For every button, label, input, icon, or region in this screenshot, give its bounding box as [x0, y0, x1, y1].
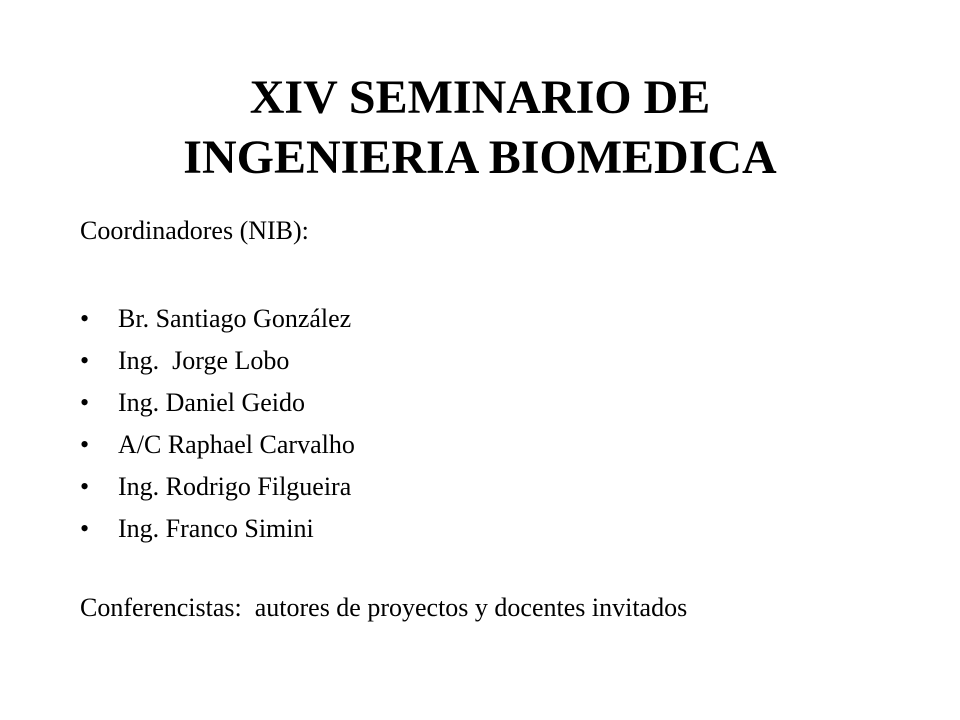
bullet-icon: • — [80, 472, 90, 501]
list-item — [80, 508, 355, 550]
list-item — [80, 382, 355, 424]
bullet-icon: • — [80, 304, 90, 333]
coordinators-label: Coordinadores (NIB): — [80, 216, 309, 245]
coordinator-name: Ing. Daniel Geido — [118, 388, 306, 417]
list-item — [80, 340, 355, 382]
coordinator-name: Ing. Rodrigo Filgueira — [118, 472, 352, 501]
list-item — [80, 466, 355, 508]
coordinator-name: Ing. Franco Simini — [118, 514, 314, 543]
coordinator-name: A/C Raphael Carvalho — [118, 430, 355, 459]
coordinator-name: Br. Santiago González — [118, 304, 352, 333]
speakers-note: Conferencistas: autores de proyectos y docentes invitados — [80, 593, 688, 622]
bullet-icon: • — [80, 514, 90, 543]
coordinators-list — [80, 298, 355, 550]
bullet-icon: • — [80, 346, 90, 375]
title-line-1: XIV SEMINARIO DE — [249, 71, 711, 124]
coordinator-name: Ing. Jorge Lobo — [118, 346, 290, 375]
bullet-icon: • — [80, 388, 90, 417]
bullet-icon: • — [80, 430, 90, 459]
title-line-2: INGENIERIA BIOMEDICA — [183, 131, 777, 184]
list-item — [80, 298, 355, 340]
list-item — [80, 424, 355, 466]
slide-title — [0, 68, 960, 188]
